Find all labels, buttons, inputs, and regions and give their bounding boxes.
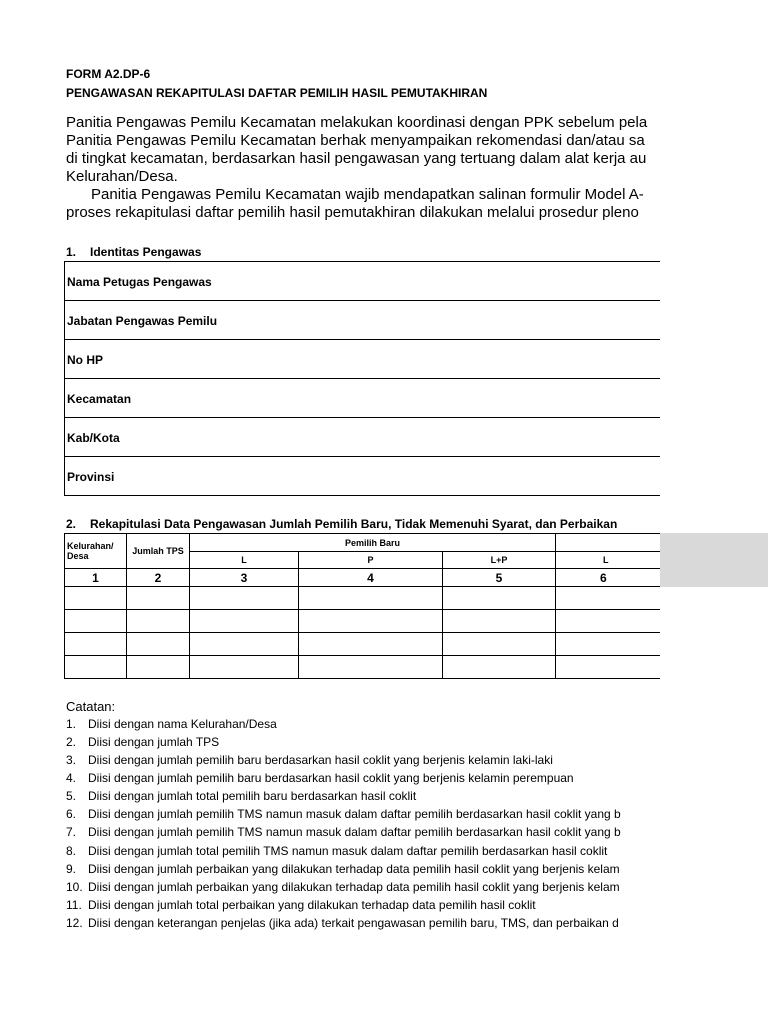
header-next-group [556,534,661,552]
recap-table [64,533,660,679]
table-row [65,633,661,656]
table-cell[interactable] [556,656,661,679]
table-cell[interactable] [299,610,443,633]
table-cell[interactable] [65,656,127,679]
note-text: Diisi dengan jumlah pemilih baru berdasarkan hasil coklit yang berjenis kelamin perempuan [88,771,574,785]
field-label-provinsi: Provinsi [67,470,115,484]
note-text: Diisi dengan jumlah total perbaikan yang dilakukan terhadap data pemilih hasil coklit [88,898,536,912]
table-cell[interactable] [190,587,299,610]
table-cell[interactable] [299,633,443,656]
note-number: 4. [66,771,77,785]
table-row [65,587,661,610]
note-item [66,771,574,785]
table-cell[interactable] [556,610,661,633]
section1-number: 1. [66,245,77,259]
notes-title: Catatan: [66,699,116,714]
intro-line: Panitia Pengawas Pemilu Kecamatan berhak menyampaikan rekomendasi dan/atau sa [66,132,645,149]
table-border [64,417,660,418]
table-cell[interactable] [127,656,190,679]
header-l-tms: L [556,552,661,569]
note-item [66,862,620,876]
table-row [65,610,661,633]
note-item [66,916,619,930]
table-cell[interactable] [190,610,299,633]
table-cell[interactable] [299,656,443,679]
header-kelurahan: Kelurahan/ Desa [65,534,127,569]
intro-line: Panitia Pengawas Pemilu Kecamatan wajib mendapatkan salinan formulir Model A- [66,186,644,203]
note-text: Diisi dengan jumlah perbaikan yang dilakukan terhadap data pemilih hasil coklit yang berjenis kelam [88,880,620,894]
note-item [66,844,607,858]
table-border [64,378,660,379]
table-cell[interactable] [556,633,661,656]
table-cell[interactable] [127,610,190,633]
note-number: 11. [66,898,82,912]
table-cell[interactable] [65,587,127,610]
table-border [64,261,660,262]
field-label-kab-kota: Kab/Kota [67,431,120,445]
intro-line: proses rekapitulasi daftar pemilih hasil pemutakhiran dilakukan melalui prosedur pleno [66,204,639,221]
note-number: 10. [66,880,83,894]
table-cell[interactable] [299,587,443,610]
table-cell[interactable] [190,656,299,679]
table-border [64,300,660,301]
intro-line: Panitia Pengawas Pemilu Kecamatan melakukan koordinasi dengan PPK sebelum pela [66,114,648,131]
note-text: Diisi dengan jumlah TPS [88,735,220,749]
table-border [64,456,660,457]
table-border [64,339,660,340]
header-p: P [299,552,443,569]
section2-number: 2. [66,517,77,531]
note-item [66,789,416,803]
table-cell[interactable] [127,633,190,656]
note-number: 7. [66,825,77,839]
note-number: 2. [66,735,77,749]
note-item [66,880,620,894]
note-item [66,735,219,749]
note-number: 9. [66,862,77,876]
column-number: 3 [190,569,299,587]
note-number: 6. [66,807,77,821]
intro-line: Kelurahan/Desa. [66,168,178,185]
header-lp: L+P [443,552,556,569]
note-text: Diisi dengan jumlah total pemilih TMS namun masuk dalam daftar pemilih berdasarkan hasil coklit [88,844,608,858]
intro-line: di tingkat kecamatan, berdasarkan hasil pengawasan yang tertuang dalam alat kerja au [66,150,647,167]
note-item [66,825,621,839]
note-item [66,807,621,821]
note-text: Diisi dengan jumlah perbaikan yang dilakukan terhadap data pemilih hasil coklit yang berjenis kelam [88,862,620,876]
header-l: L [190,552,299,569]
table-row [65,656,661,679]
section2-heading: Rekapitulasi Data Pengawasan Jumlah Pemilih Baru, Tidak Memenuhi Syarat, dan Perbaikan [90,517,618,531]
section1-heading: Identitas Pengawas [90,245,202,259]
note-text: Diisi dengan nama Kelurahan/Desa [88,717,277,731]
table-cell[interactable] [443,656,556,679]
column-number: 6 [556,569,661,587]
table-cell[interactable] [556,587,661,610]
table-border [64,261,65,496]
column-number-row [65,569,661,587]
field-label-jabatan: Jabatan Pengawas Pemilu [67,314,218,328]
note-item [66,898,536,912]
table-border [64,495,660,496]
note-number: 1. [66,717,77,731]
note-number: 8. [66,844,77,858]
field-label-kecamatan: Kecamatan [67,392,132,406]
form-code: FORM A2.DP-6 [66,67,151,81]
table-cell[interactable] [127,587,190,610]
column-number: 5 [443,569,556,587]
shaded-header-area [660,533,768,587]
header-jumlah-tps: Jumlah TPS [127,534,190,569]
field-label-nama-petugas: Nama Petugas Pengawas [67,275,212,289]
header-pemilih-baru: Pemilih Baru [190,534,556,552]
header-row [65,534,661,552]
table-cell[interactable] [65,610,127,633]
table-cell[interactable] [190,633,299,656]
note-number: 5. [66,789,77,803]
note-number: 12. [66,916,83,930]
note-item [66,753,553,767]
note-number: 3. [66,753,77,767]
note-text: Diisi dengan jumlah pemilih TMS namun masuk dalam daftar pemilih berdasarkan hasil coklit yang b [88,807,621,821]
note-text: Diisi dengan keterangan penjelas (jika ada) terkait pengawasan pemilih baru, TMS, dan perbaikan d [88,916,619,930]
field-label-no-hp: No HP [67,353,103,367]
column-number: 2 [127,569,190,587]
note-text: Diisi dengan jumlah pemilih baru berdasarkan hasil coklit yang berjenis kelamin laki-laki [88,753,553,767]
table-cell[interactable] [443,587,556,610]
column-number: 4 [299,569,443,587]
table-cell[interactable] [443,610,556,633]
table-cell[interactable] [443,633,556,656]
note-text: Diisi dengan jumlah pemilih TMS namun masuk dalam daftar pemilih berdasarkan hasil coklit yang b [88,825,621,839]
form-title: PENGAWASAN REKAPITULASI DAFTAR PEMILIH HASIL PEMUTAKHIRAN [66,86,488,100]
note-item [66,717,277,731]
column-number: 1 [65,569,127,587]
table-cell[interactable] [65,633,127,656]
note-text: Diisi dengan jumlah total pemilih baru berdasarkan hasil coklit [88,789,417,803]
